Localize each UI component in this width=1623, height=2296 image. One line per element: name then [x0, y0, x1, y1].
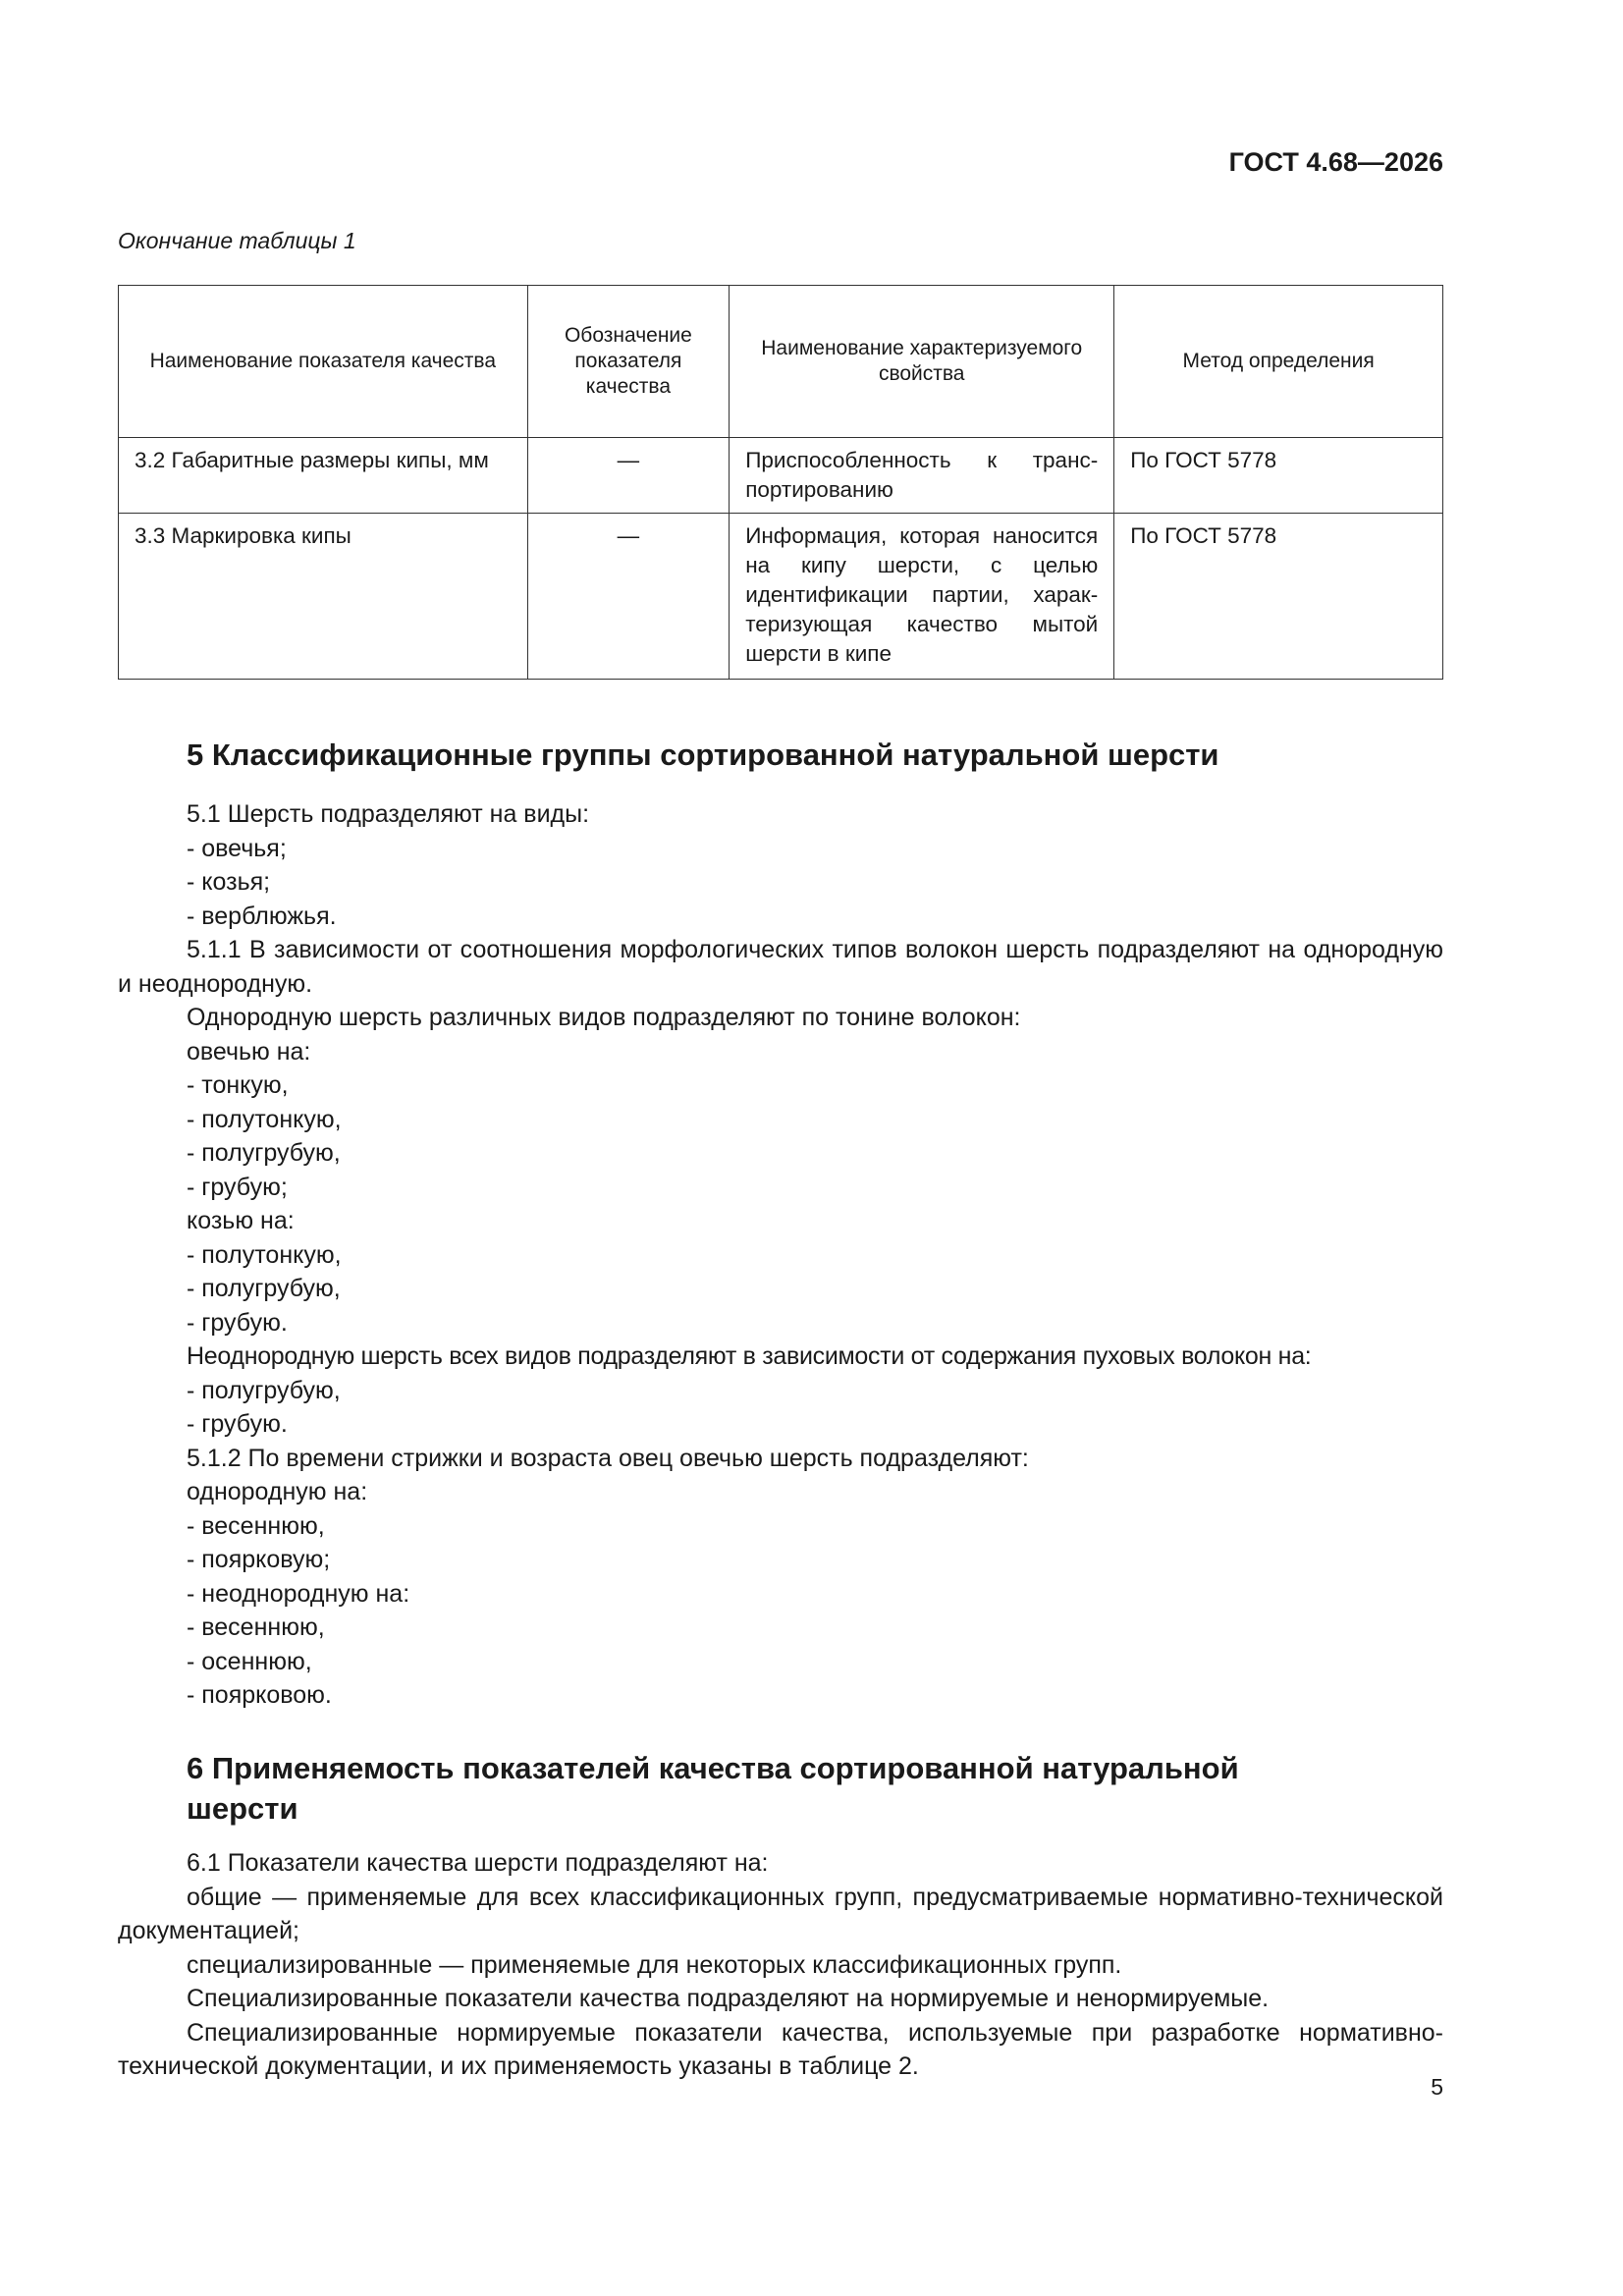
list-item: - грубую.: [187, 1308, 288, 1337]
list-item: - полугрубую,: [187, 1376, 341, 1404]
page-number: 5: [1431, 2074, 1443, 2100]
heading-line: 6 Применяемость показателей качества сортированной натуральной: [187, 1751, 1239, 1785]
paragraph: козью на:: [187, 1207, 295, 1234]
table-header-cell: Наименование показателя качества: [119, 286, 528, 438]
paragraph: Неоднородную шерсть всех видов подразделяют в зависимости от содержания пуховых волокон на:: [187, 1342, 1312, 1370]
list-item: - верблюжья.: [187, 902, 337, 930]
section-6-body: [118, 1846, 1443, 2084]
heading-line: шерсти: [187, 1791, 298, 1826]
table-cell: По ГОСТ 5778: [1114, 438, 1443, 514]
table-header-cell: Наименование характеризуемого свойства: [730, 286, 1114, 438]
table-cell: По ГОСТ 5778: [1114, 514, 1443, 680]
paragraph: специализированные — применяемые для некоторых классификационных групп.: [187, 1950, 1122, 1979]
list-item: - полугрубую,: [187, 1139, 341, 1167]
list-item: - весеннюю,: [187, 1511, 325, 1540]
list-item: - полутонкую,: [187, 1240, 342, 1269]
paragraph: овечью на:: [187, 1037, 311, 1066]
section-5-heading: 5 Классификационные группы сортированной натуральной шерсти: [187, 738, 1219, 772]
list-item: - козья;: [187, 868, 271, 896]
paragraph: однородную на:: [187, 1478, 368, 1505]
document-code: ГОСТ 4.68—2026: [1228, 147, 1443, 177]
quality-indicators-table: [118, 285, 1443, 680]
table-header-cell: Метод определения: [1114, 286, 1443, 438]
table-caption: Окончание таблицы 1: [118, 228, 356, 253]
list-item: - грубую;: [187, 1173, 288, 1201]
list-item: - грубую.: [187, 1410, 288, 1438]
list-item: - овечья;: [187, 834, 287, 862]
table-header-row: [119, 286, 1443, 438]
table-row: [119, 514, 1443, 680]
list-item: - поярковою.: [187, 1681, 332, 1709]
table-header-cell: Обозначение показателя качества: [527, 286, 730, 438]
table-cell: 3.3 Маркировка кипы: [119, 514, 528, 680]
table-cell: —: [527, 438, 730, 514]
list-item: - поярковую;: [187, 1546, 331, 1573]
paragraph: 5.1.1 В зависимости от соотношения морфологических типов волокон шерсть подразделяют на однородную и неоднородную.: [118, 936, 1443, 998]
table-cell: Приспособленность к транспортированию: [730, 438, 1114, 514]
section-6-heading: [187, 1748, 1239, 1829]
paragraph: Специализированные нормируемые показатели качества, используемые при разработке нормативно-технической документации, и их применяемость указаны в таблице 2.: [118, 2018, 1443, 2080]
section-5-body: [118, 797, 1443, 1713]
list-item: - неоднородную на:: [187, 1579, 410, 1608]
list-item: - осеннюю,: [187, 1647, 312, 1675]
table-cell: Информация, которая наносится на кипу шерсти, с целью идентификации партии, характеризующая качество мытой шерсти в кипе: [730, 514, 1114, 680]
paragraph: 5.1.2 По времени стрижки и возраста овец овечью шерсть подразделяют:: [187, 1444, 1029, 1472]
paragraph: 5.1 Шерсть подразделяют на виды:: [187, 800, 590, 828]
table-row: [119, 438, 1443, 514]
list-item: - полугрубую,: [187, 1275, 341, 1302]
list-item: - полутонкую,: [187, 1105, 342, 1133]
paragraph: Однородную шерсть различных видов подразделяют по тонине волокон:: [187, 1004, 1021, 1031]
table-cell: —: [527, 514, 730, 680]
paragraph: 6.1 Показатели качества шерсти подразделяют на:: [187, 1849, 769, 1877]
list-item: - тонкую,: [187, 1071, 289, 1099]
paragraph: Специализированные показатели качества подразделяют на нормируемые и ненормируемые.: [187, 1985, 1270, 2012]
paragraph: общие — применяемые для всех классификационных групп, предусматриваемые нормативно-технической документацией;: [118, 1883, 1443, 1944]
table-cell: 3.2 Габаритные размеры кипы, мм: [119, 438, 528, 514]
list-item: - весеннюю,: [187, 1613, 325, 1641]
